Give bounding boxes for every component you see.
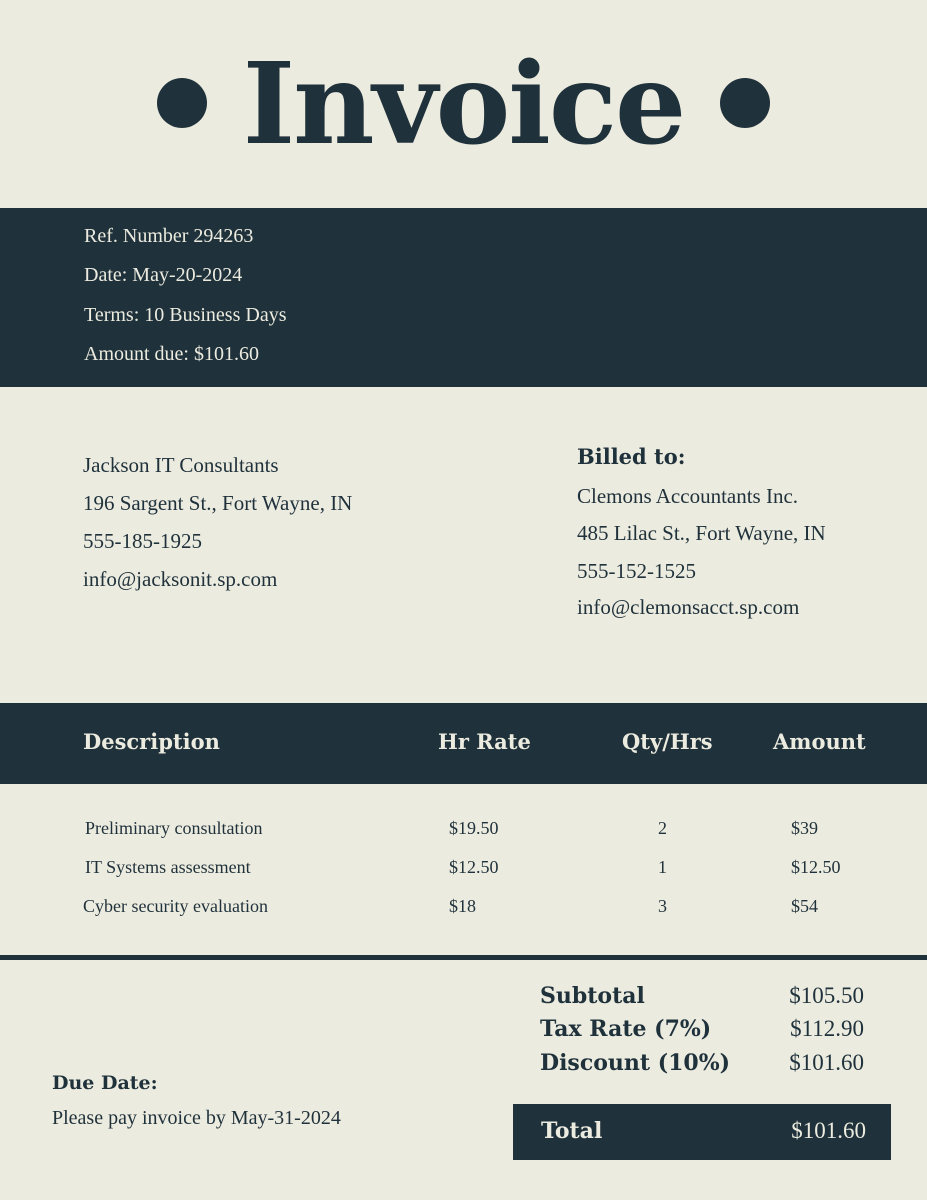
row-hr-rate: $19.50: [449, 818, 499, 838]
total-label: Total: [541, 1118, 603, 1144]
table-row: [0, 818, 927, 848]
table-row: [0, 896, 927, 926]
client-phone: 555-152-1525: [577, 559, 696, 583]
row-description: IT Systems assessment: [85, 857, 251, 877]
row-amount: $12.50: [791, 857, 841, 877]
row-qty: 2: [658, 818, 667, 838]
client-email: info@clemonsacct.sp.com: [577, 595, 800, 619]
row-qty: 3: [658, 896, 667, 916]
sender-phone: 555-185-1925: [83, 529, 202, 553]
table-divider: [0, 955, 927, 960]
title-row: [0, 40, 927, 170]
amount-due: Amount due: $101.60: [84, 343, 259, 365]
total-value: $101.60: [791, 1118, 866, 1143]
column-qty-hrs: Qty/Hrs: [622, 729, 713, 754]
invoice-date: Date: May-20-2024: [84, 264, 243, 286]
row-qty: 1: [658, 857, 667, 877]
tax-value: $112.90: [790, 1016, 864, 1041]
column-description: Description: [83, 729, 220, 754]
client-name: Clemons Accountants Inc.: [577, 484, 799, 508]
subtotal-label: Subtotal: [540, 983, 645, 1009]
row-description: Preliminary consultation: [85, 818, 263, 838]
due-date-text: Please pay invoice by May-31-2024: [52, 1107, 341, 1129]
table-row: [0, 857, 927, 887]
table-header: [0, 703, 927, 784]
sender-address: 196 Sargent St., Fort Wayne, IN: [83, 491, 353, 515]
invoice-title: Invoice: [242, 39, 685, 170]
discount-label: Discount (10%): [540, 1050, 731, 1076]
discount-value: $101.60: [789, 1050, 864, 1075]
reference-band: [0, 208, 927, 387]
sender-email: info@jacksonit.sp.com: [83, 567, 278, 591]
subtotal-value: $105.50: [789, 983, 864, 1008]
due-date-label: Due Date:: [52, 1072, 158, 1094]
right-bullet-icon: [720, 78, 770, 128]
row-description: Cyber security evaluation: [83, 896, 268, 916]
row-hr-rate: $18: [449, 896, 476, 916]
sender-name: Jackson IT Consultants: [83, 453, 279, 477]
column-amount: Amount: [773, 729, 866, 754]
payment-terms: Terms: 10 Business Days: [84, 304, 287, 326]
client-address: 485 Lilac St., Fort Wayne, IN: [577, 521, 826, 545]
row-amount: $54: [791, 896, 818, 916]
row-hr-rate: $12.50: [449, 857, 499, 877]
billed-to-label: Billed to:: [577, 444, 686, 469]
total-box: [513, 1104, 891, 1160]
column-hr-rate: Hr Rate: [438, 729, 531, 754]
row-amount: $39: [791, 818, 818, 838]
tax-label: Tax Rate (7%): [540, 1016, 712, 1042]
ref-number: Ref. Number 294263: [84, 225, 254, 247]
